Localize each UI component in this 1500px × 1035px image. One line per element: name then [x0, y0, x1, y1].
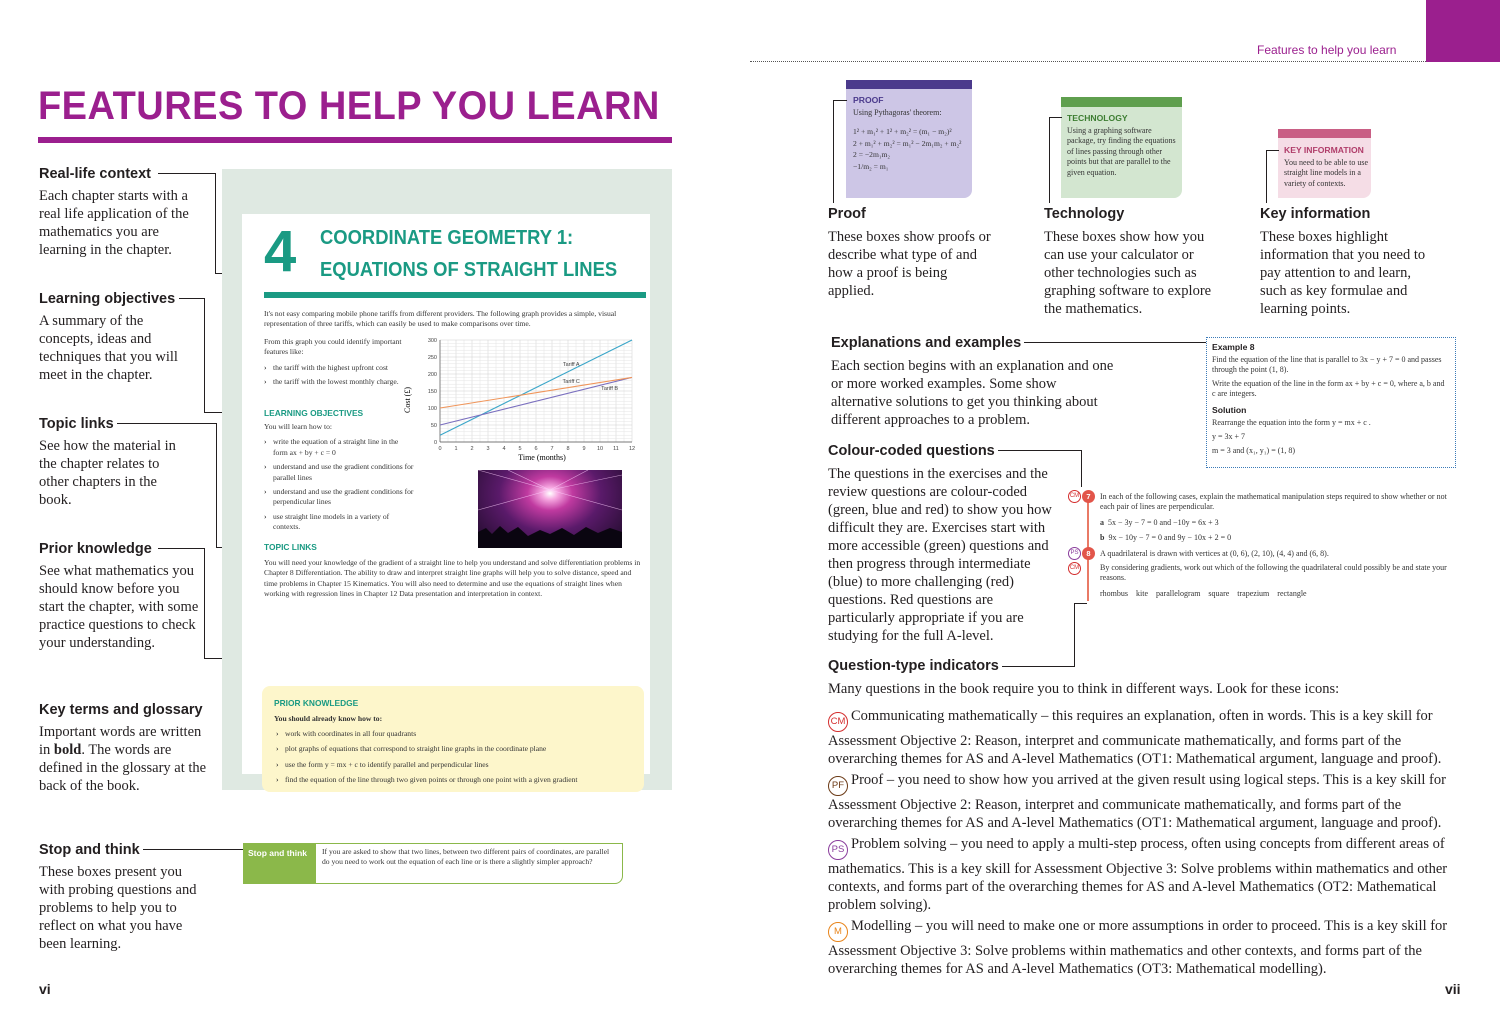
cm-icon: CM [1068, 490, 1081, 503]
indicator-pf: PF Proof – you need to show how you arrived at the given result using logical steps. This is a key skill for Assessment Objective 2: Reason, interpret and communicate mathematically, and forms part of the overarching themes for AS and A-level Mathematics (OT1: Mathematical argument, language and proof). [828, 772, 1446, 831]
section-heading-learning-objectives: Learning objectives [39, 291, 176, 307]
learning-objectives: LEARNING OBJECTIVES You will learn how to: › write the equation of a straight line in the form ax + by + c = 0 › understand and use the gradient conditions for parallel lines › understand and use the gradient conditions for perpendicular lines › use straight line models in a variety of contexts. [264, 408, 414, 537]
connector-line [179, 298, 204, 299]
chart-x-tick: 0 [438, 446, 442, 452]
chart-ylabel: Cost (£) [403, 387, 412, 413]
proof-body: These boxes show proofs or describe what type of and how a proof is being applied. [828, 229, 991, 299]
m-icon: M [828, 922, 848, 942]
page-number-left: vi [39, 981, 51, 997]
explanations-heading: Explanations and examples [831, 335, 1022, 351]
indicator-ps: PS Problem solving – you need to apply a multi-step process, often using concepts from different areas of mathematics. This is a key skill for Assessment Objective 3: Solve problems within mathematics and other contexts, and forms part of the overarching themes for AS and A-level Mathematics (OT2: Mathematical problem solving). [828, 836, 1448, 913]
connector-line [143, 849, 243, 850]
connector-line [1266, 150, 1267, 203]
question-8-options: rhombus kite parallelogram square trapezium rectangle [1100, 589, 1307, 598]
question-number-7: 7 [1082, 490, 1095, 503]
chapter-tab [1426, 0, 1500, 62]
section-heading-prior-knowledge: Prior knowledge [39, 541, 152, 557]
question-types-heading: Question-type indicators [828, 658, 999, 674]
key-info-box: KEY INFORMATION You need to be able to use straight line models in a variety of contexts. [1278, 129, 1371, 198]
section-body-key-terms: Important words are written in bold. The words are defined in the glossary at the back of the book. [39, 724, 207, 794]
page-title: FEATURES TO HELP YOU LEARN [38, 84, 660, 128]
chart-series-label: Tariff A [562, 362, 580, 369]
key-info-heading: Key information [1260, 206, 1371, 222]
section-heading-topic-links: Topic links [39, 416, 114, 432]
connector-line [833, 100, 834, 203]
technology-heading: Technology [1044, 206, 1125, 222]
section-body-prior-knowledge: See what mathematics you should know before you start the chapter, with some practice questions to check your understanding. [39, 563, 199, 651]
proof-equations: 1² + m₁² + 1² + m₂² = (m₁ − m₂)² 2 + m₁² + m₂² = m₁² − 2m₁m₂ + m₂² 2 = −2m₁m₂ −1/m₂ = m₁ [853, 127, 962, 171]
stop-think-box [243, 843, 623, 884]
cm-icon: CM [1068, 562, 1081, 575]
running-head: Features to help you learn [1257, 43, 1397, 57]
topic-links: TOPIC LINKS You will need your knowledge of the gradient of a straight line to help you understand and solve differentiation problems in Chapter 8 Differentiation. The ability to draw and interpret straight line graphs will help you to solve distance, speed and time problems in Chapter 15 Kinematics. You will also need to determine and use the equations of straight lines when working with regression lines in Chapter 12 Data presentation and interpretation in context. [264, 542, 641, 599]
question-7: In each of the following cases, explain the mathematical manipulation steps required to show whether or not each pair of lines are perpendicular. [1100, 492, 1447, 512]
connector-line [1074, 603, 1075, 667]
connector-line [204, 298, 205, 412]
ps-icon: PS [828, 840, 848, 860]
prior-knowledge-box: PRIOR KNOWLEDGE You should already know how to: › work with coordinates in all four quadrants › plot graphs of equations that correspond to straight line graphs in the coordinate plane › use the form y = mx + c to identify parallel and perpendicular lines › find the equation of the line through two given points or through one point with a given gradient [262, 686, 644, 792]
chart-y-tick: 50 [430, 423, 437, 429]
chapter-preview [222, 169, 672, 790]
section-heading-key-terms: Key terms and glossary [39, 702, 203, 718]
connector-line [1002, 666, 1075, 667]
indicator-m: M Modelling – you will need to make one or more assumptions in order to proceed. This is a key skill for Assessment Objective 3: Solve problems within mathematics and other contexts, and forms part of the overarching themes for AS and A-level Mathematics (OT3: Mathematical modelling). [828, 918, 1448, 977]
chapter-intro: It's not easy comparing mobile phone tariffs from different providers. The following graph provides a simple, visual representation of three tariffs, which can easily be used to make comparisons over time. [264, 309, 617, 329]
chart-x-tick: 3 [486, 446, 490, 452]
connector-line [204, 548, 205, 658]
connector-line [998, 450, 1081, 451]
example-box: Example 8 Find the equation of the line that is parallel to 3x − y + 7 = 0 and passes through the point (1, 8). Write the equation of the line in the form ax + by + c = 0, where a, b and c are integers. Solution Rearrange the equation into the form y = mx + c . y = 3x + 7 m = 3 and (x₁, y₁) = (1, 8) [1206, 337, 1456, 468]
question-number-8: 8 [1082, 547, 1095, 560]
question-8-part: By considering gradients, work out which of the following the quadrilateral could possibly be and state your reasons. [1100, 563, 1447, 583]
connector-line [117, 423, 217, 424]
connector-line [1074, 603, 1087, 604]
page-number-right: vii [1445, 981, 1461, 997]
technology-box: TECHNOLOGY Using a graphing software package, try finding the equations of lines passing through other points but that are parallel to the given equation. [1061, 97, 1182, 198]
chart-x-tick: 2 [470, 446, 474, 452]
tariff-chart [402, 334, 642, 464]
connector-line [1049, 117, 1062, 118]
connector-line [1081, 450, 1082, 487]
chart-x-tick: 7 [550, 446, 554, 452]
chart-series-label: Tariff C [562, 379, 580, 386]
question-types-intro: Many questions in the book require you to think in different ways. Look for these icons: [828, 681, 1340, 697]
identify-text: From this graph you could identify important features like: › the tariff with the highest upfront cost › the tariff with the lowest monthly charge. [264, 337, 414, 392]
connector-line [833, 100, 847, 101]
connector-line [1266, 150, 1279, 151]
running-head-rule [750, 61, 1426, 62]
chart-x-tick: 10 [596, 446, 604, 452]
chart-series-label: Tariff B [601, 385, 619, 392]
colour-coded-heading: Colour-coded questions [828, 443, 995, 459]
chart-x-tick: 11 [613, 446, 619, 452]
question-7a: a 5x − 3y − 7 = 0 and −10y = 6x + 3 [1100, 518, 1219, 527]
indicator-cm: CM Communicating mathematically – this requires an explanation, often in words. This is a key skill for Assessment Objective 2: Reason, interpret and communicate mathematically, and forms part of the overarching themes for AS and A-level Mathematics (OT1: Mathematical argument, language and proof). [828, 708, 1442, 767]
proof-heading: Proof [828, 206, 866, 222]
chapter-rule [264, 292, 646, 298]
proof-box: PROOF Using Pythagoras' theorem: 1² + m₁² + 1² + m₂² = (m₁ − m₂)² 2 + m₁² + m₂² = m₁² − 2m₁m₂ + m₂² 2 = −2m₁m₂ −1/m₂ = m₁ [846, 80, 972, 198]
chart-x-tick: 5 [518, 446, 522, 452]
chart-x-tick: 12 [628, 446, 636, 452]
section-body-stop-think: These boxes present you with probing questions and problems to help you to reflect on what you have been learning. [39, 864, 197, 952]
chart-y-tick: 0 [433, 440, 437, 446]
chart-y-tick: 100 [427, 406, 437, 412]
pf-icon: PF [828, 776, 848, 796]
ps-icon: PS [1068, 547, 1081, 560]
chapter-title: COORDINATE GEOMETRY 1: EQUATIONS OF STRAIGHT LINES [320, 227, 618, 281]
section-heading-real-life: Real-life context [39, 166, 151, 182]
chart-x-tick: 9 [582, 446, 586, 452]
technology-body: These boxes show how you can use your calculator or other technologies such as graphing software to explore the mathematics. [1044, 229, 1212, 317]
colour-coded-body: The questions in the exercises and the review questions are colour-coded (green, blue and red) to show you how difficult they are. Exercises start with more accessible (green) questions and then progress through intermediate (blue) to more challenging (red) questions. Red questions are particularly appropriate if you are studying for the full A-level. [828, 466, 1052, 644]
section-body-topic-links: See how the material in the chapter relates to other chapters in the book. [39, 438, 176, 508]
key-info-body: These boxes highlight information that you need to pay attention to and learn, such as key formulae and learning points. [1260, 229, 1426, 317]
title-rule [38, 137, 672, 143]
chart-x-tick: 1 [454, 446, 458, 452]
cm-icon: CM [828, 712, 848, 732]
chart-y-tick: 250 [427, 355, 437, 361]
connector-line [215, 173, 216, 273]
connector-line [158, 548, 205, 549]
chart-y-tick: 300 [427, 338, 437, 344]
chapter-number: 4 [264, 219, 297, 284]
section-body-learning-objectives: A summary of the concepts, ideas and techniques that you will meet in the chapter. [39, 313, 178, 383]
question-8: A quadrilateral is drawn with vertices at (0, 6), (2, 10), (4, 4) and (6, 8). [1100, 549, 1329, 558]
chapter-preview-page [242, 214, 650, 785]
chart-xlabel: Time (months) [518, 453, 566, 462]
chart-x-tick: 4 [502, 446, 506, 452]
connector-line [216, 423, 217, 547]
chart-x-tick: 8 [566, 446, 570, 452]
section-body-real-life: Each chapter starts with a real life application of the mathematics you are learning in the chapter. [39, 188, 189, 258]
question-7b: b 9x − 10y − 7 = 0 and 9y − 10x + 2 = 0 [1100, 533, 1232, 542]
chart-y-tick: 200 [427, 372, 437, 378]
section-heading-stop-think: Stop and think [39, 842, 140, 858]
chart-y-tick: 150 [427, 389, 437, 395]
connector-line [1024, 342, 1206, 343]
connector-line [158, 173, 215, 174]
concert-photo [478, 470, 622, 548]
connector-line [1049, 117, 1050, 203]
explanations-body: Each section begins with an explanation and one or more worked examples. Some show alternative solutions to get you thinking about different approaches to a problem. [831, 358, 1114, 428]
chart-x-tick: 6 [534, 446, 538, 452]
stop-think-label: Stop and think [244, 844, 316, 884]
stop-think-text: If you are asked to show that two lines, between two different pairs of coordinates, are parallel do you need to work out the equation of each line or is there a slightly simpler approach? [322, 847, 610, 867]
